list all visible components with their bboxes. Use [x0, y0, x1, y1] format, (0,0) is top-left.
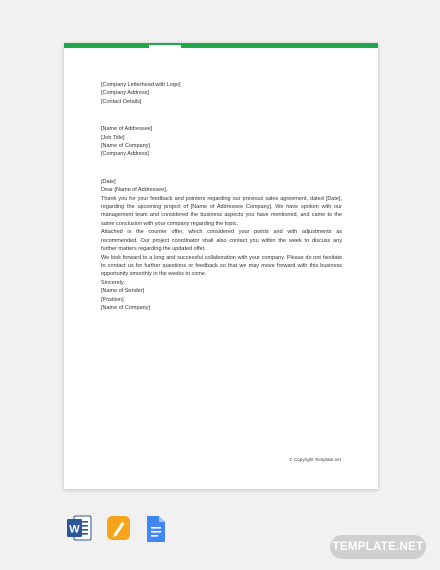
format-icons [67, 515, 187, 545]
svg-text:W: W [69, 523, 80, 536]
brand-badge[interactable]: TEMPLATE.NET [330, 535, 426, 559]
body-paragraph: Attached is the counter offer, which considered your points and with adjustments as recommended. Our project coordinator shall also contact you within the week to discuss any further matters regarding the updated offer. [101, 229, 342, 253]
body-paragraph: Thank you for your feedback and pointers regarding our previous sales agreement, dated [Date], regarding the upcoming project of [Name of Addressee Company]. We have spoken with our management team and considered the business aspects you have mentioned, and came to the same conclusion with your company regarding the topic. [101, 195, 342, 227]
signature-line: [Name of Sender] [101, 288, 145, 295]
addressee-block [101, 125, 342, 159]
sender-line: [Company Address] [101, 90, 149, 97]
addressee-line: [Name of Company] [101, 143, 150, 150]
signature-block [101, 287, 342, 312]
signature-line: [Name of Company] [101, 304, 150, 311]
accent-notch [149, 45, 181, 48]
letter-date: [Date] [101, 178, 116, 185]
word-icon[interactable] [67, 515, 92, 546]
salutation: Dear [Name of Addressee], [101, 187, 168, 194]
sender-line: [Contact Details] [101, 98, 142, 105]
accent-bar [64, 43, 378, 48]
closing: Sincerely, [101, 279, 125, 286]
pages-icon[interactable] [106, 515, 131, 546]
letter-body [101, 81, 342, 312]
signature-line: [Position] [101, 296, 124, 303]
sender-line: [Company Letterhead with Logo] [101, 82, 181, 88]
copyright-text: © Copyright Template.net [289, 457, 341, 462]
addressee-line: [Name of Addressee] [101, 126, 153, 133]
google-docs-icon[interactable] [145, 515, 167, 548]
body-paragraph: We look forward to a long and successful collaboration with your company. Please do not hesitate to contact us for further questions or feedback so that we may move forward with this business opportunity smoothly in the weeks to come. [101, 254, 342, 278]
addressee-line: [Company Address] [101, 151, 149, 158]
letter-page [64, 43, 378, 489]
addressee-line: [Job Title] [101, 134, 125, 141]
sender-block [101, 81, 342, 106]
